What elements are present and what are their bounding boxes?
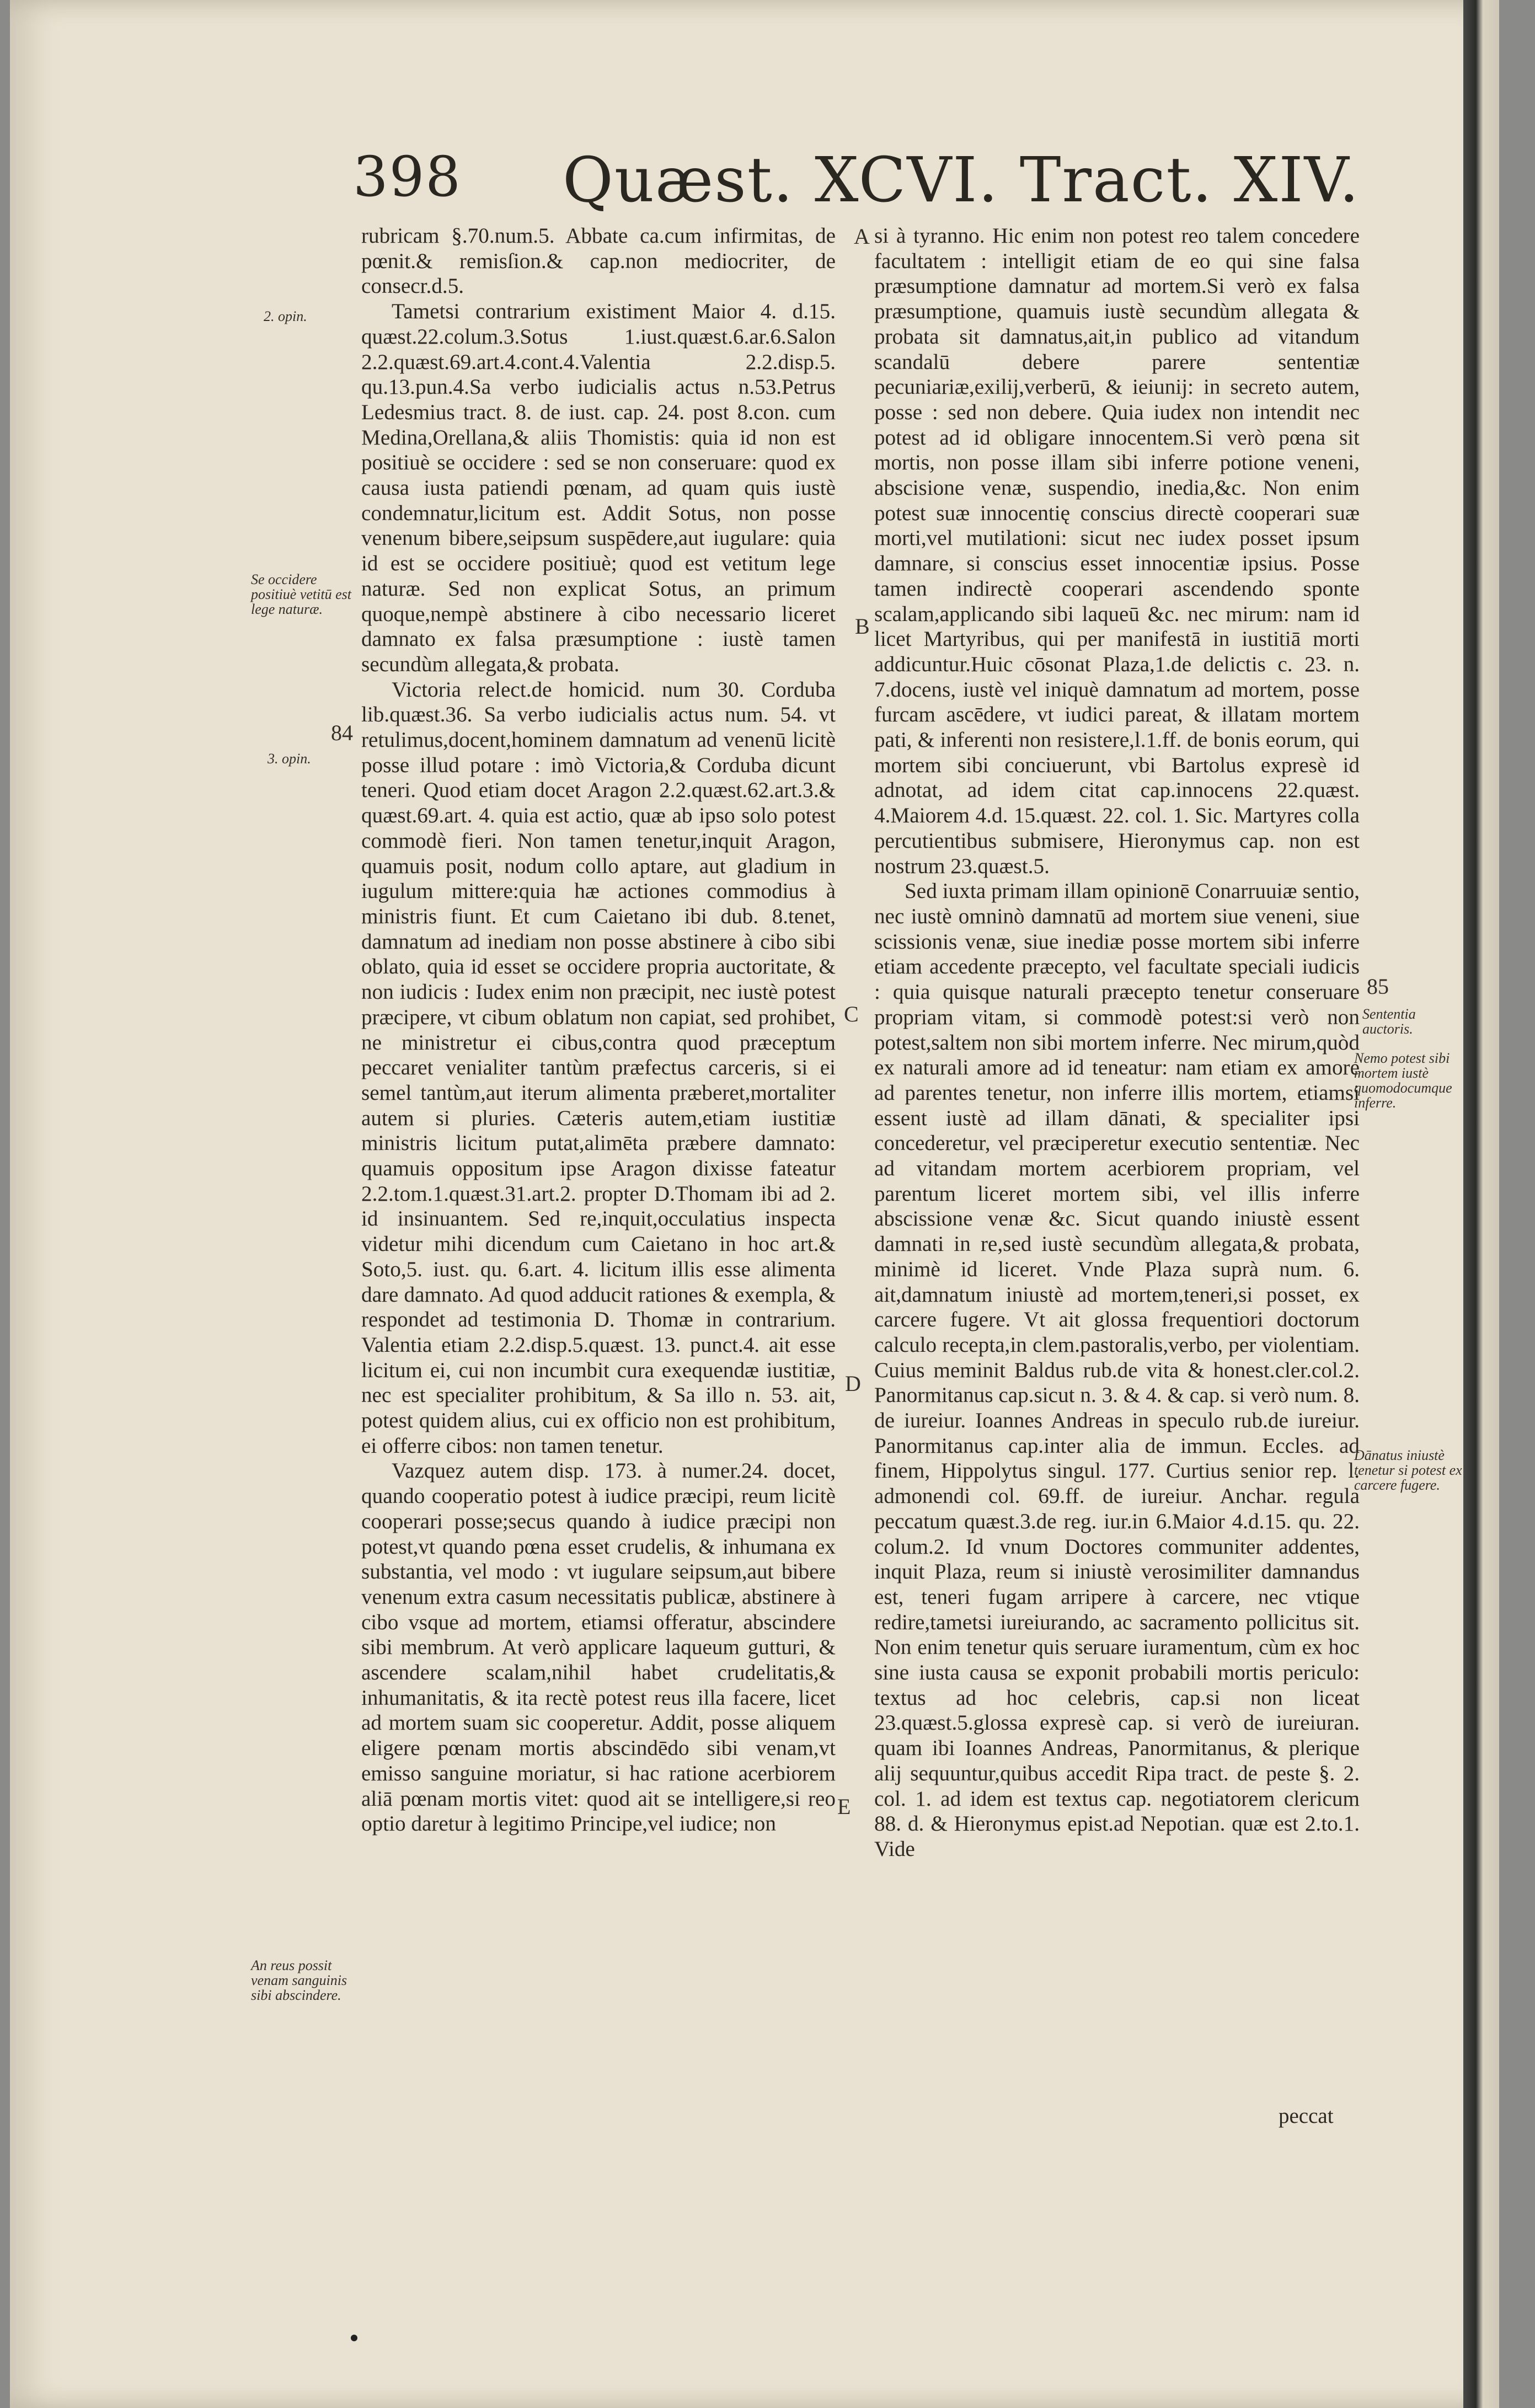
left-paragraph-1: rubricam §.70.num.5. Abbate ca.cum infirmitas, de pœnit.& remisſion.& cap.non mediocriter, de consecr.d.5. — [361, 224, 836, 298]
section-letter-d: D — [845, 1371, 861, 1396]
margin-note-sententia: Sententia auctoris. — [1362, 1006, 1416, 1037]
left-paragraph-4: Vazquez autem disp. 173. à numer.24. docet, quando cooperatio potest à iudice præcipi, reum licitè cooperari posse;secus quando à iudice præcipi non potest,vt quando pœna esset crudelis, & inhumana ex substantia, vel modo : vt iugulare seipsum,aut bibere venenum extra casum necessitatis publicæ, abstinere à cibo vsque ad mortem, etiamsi offeratur, abscindere sibi membrum. At verò applicare laqueum gutturi, & ascendere scalam,nihil habet crudelitatis,& inhumanitatis, & ita rectè potest reus illa facere, licet ad mortem suam sic cooperetur. Addit, posse aliquem eligere pœnam mortis abscindēdo sibi venam,vt emisso sanguine moriatur, si hac ratione acerbiorem aliā pœnam mortis vitet: quod ait se intelligere,si reo optio daretur à legitimo Principe,vel iudice; non — [361, 1459, 836, 1836]
section-letter-c: C — [844, 1002, 859, 1026]
page-header — [0, 145, 1535, 227]
margin-note-an-reus: An reus possit venam sanguinis sibi abscindere. — [251, 1957, 347, 2003]
catchword: peccat — [1279, 2104, 1334, 2128]
left-paragraph-3: Victoria relect.de homicid. num 30. Corduba lib.quæst.36. Sa verbo iudicialis actus num. 54. vt retulimus,docent,hominem damnatum ad venenū licitè posse illud potare : imò Victoria,& Corduba dicunt teneri. Quod etiam docet Aragon 2.2.quæst.62.art.3.& quæst.69.art. 4. quia est actio, quæ ab ipso solo potest commodè fieri. Non tamen tenetur,inquit Aragon, quamuis posit, nodum collo aptare, aut gladium in iugulum mittere:quia hæ actiones commodius à ministris fiunt. Et cum Caietano ibi dub. 8.tenet, damnatum ad inediam non posse abstinere à cibo sibi oblato, quia id esset se occidere propria auctoritate, & non iudicis : Iudex enim non præcipit, nec iustè potest præcipere, vt cibum oblatum non capiat, sed prohibet, ne ministretur ei cibus,contra quod præceptum peccaret venialiter tantùm præfectus carceris, si ei semel tantùm,aut iterum alimenta præberet,mortaliter autem si pluries. Cæteris autem,etiam iustitiæ ministris licitum putat,alimēta præbere damnato: quamuis oppositum ipse Aragon dixisse fateatur 2.2.tom.1.quæst.31.art.2. propter D.Thomam ibi ad 2. id insinuantem. Sed re,inquit,occulatius inspecta videtur mihi dicendum cum Caietano in hoc art.& Soto,5. iust. qu. 6.art. 4. licitum illis esse alimenta dare damnato. Ad quod adducit rationes & exempla, & respondet ad testimonia D. Thomæ in contrarium. Valentia etiam 2.2.disp.5.quæst. 13. punct.4. ait esse licitum ei, cui non incumbit cura exequendæ iustitiæ, nec est specialiter prohibitum, & Sa illo n. 53. ait, potest quidem alius, cui ex officio non est prohibitum, ei offerre cibos: non tamen tenetur. — [361, 677, 836, 1458]
page-number: 398 — [353, 145, 462, 209]
section-letter-a: A — [854, 224, 870, 249]
section-letter-b: B — [855, 614, 870, 639]
margin-number-85: 85 — [1367, 974, 1389, 999]
section-letter-e: E — [837, 1794, 851, 1819]
left-paragraph-2: Tametsi contrarium existiment Maior 4. d.15. quæst.22.colum.3.Sotus 1.iust.quæst.6.ar.6.Salon 2.2.quæst.69.art.4.cont.4.Valentia 2.2.disp.5. qu.13.pun.4.Sa verbo iudicialis actus n.53.Petrus Ledesmius tract. 8. de iust. cap. 24. post 8.con. cum Medina,Orellana,& aliis Thomistis: quia id non est positiuè se occidere : sed se non conseruare: quod ex causa iusta patiendi pœnam, ad quam quis iustè condemnatur,licitum est. Addit Sotus, non posse venenum bibere,seipsum suspēdere,aut iugulare: quia id est se occidere positiuè; quod est vetitum lege naturæ. Sed non explicat Sotus, an primum quoque,nempè abstinere à cibo necessario liceret damnato ex falsa præsumptione : iustè tamen secundùm allegata,& probata. — [361, 299, 836, 676]
margin-number-84: 84 — [331, 720, 353, 745]
margin-note-opin-3: 3. opin. — [268, 751, 311, 767]
margin-note-damnatus: Dānatus iniustè tenetur si potest ex carcere fugere. — [1354, 1447, 1462, 1493]
page-edge — [1463, 0, 1499, 2408]
ink-dot — [351, 2335, 357, 2341]
margin-note-se-occidere: Se occidere positiuè vetitū est lege naturæ. — [251, 571, 351, 617]
right-paragraph-1: si à tyranno. Hic enim non potest reo talem concedere facultatem : intelligit etiam de eo qui sine falsa præsumptione damnatur ad mortem.Si verò ex falsa præsumptione, quamuis iustè secundùm allegata & probata sit damnatus,ait,in publico ad vitandum scandalū debere parere sententiæ pecuniariæ,exilij,verberū, & ieiunij: in secreto autem, posse : sed non debere. Quia iudex non intendit nec potest ad id obligare innocentem.Si verò pœna sit mortis, non posse illam sibi inferre potione veneni, abscisione venæ, suspendio, inedia,&c. Non enim potest suæ innocentię conscius directè cooperari suæ morti,vel mutilationi: sicut nec iudex posset ipsum damnare, si conscius esset innocentiæ ipsius. Posse tamen indirectè cooperari ascendendo sponte scalam,applicando sibi laqueū &c. nec mirum: nam id licet Martyribus, qui per manifestā in iustitiā morti addicuntur.Huic cōsonat Plaza,1.de delictis c. 23. n. 7.docens, iustè vel iniquè damnatum ad mortem, posse furcam ascēdere, vt iudici pareat, & illatam mortem pati, & inferenti non resistere,l.1.ff. de bonis eorum, qui mortem sibi conciuerunt, vbi Bartolus expresè id adnotat, ad idem citat cap.innocens 22.quæst. 4.Maiorem 4.d. 15.quæst. 22. col. 1. Sic. Martyres colla percutientibus submisere, Hieronymus cap. non est nostrum 23.quæst.5. — [874, 224, 1360, 878]
right-paragraph-2: Sed iuxta primam illam opinionē Conarruuiæ sentio, nec iustè omninò damnatū ad mortem siue veneni, siue scissionis venæ, siue inediæ posse mortem sibi inferre etiam accedente præcepto, vel facultate speciali iudicis : quia quisque naturali præcepto tenetur conseruare propriam vitam, si commodè potest:si verò non potest,saltem non sibi mortem inferre. Nec mirum,quòd ex naturali amore ad id teneatur: nam etiam ex amore ad parentes tenetur, non inferre illis mortem, etiamsi essent iustè ad illam dānati, & specialiter ipsi concederetur, vel præciperetur executio sententiæ. Nec ad vitandam mortem acerbiorem propriam, vel parentum liceret mortem sibi, vel illis inferre abscissione venæ &c. Sicut quando iniustè essent damnati in re,sed iustè secundùm allegata,& probata, minimè id liceret. Vnde Plaza suprà num. 6. ait,damnatum iniustè ad mortem,teneri,si posset, ex carcere fugere. Vt ait glossa frequentiori doctorum calculo recepta,in clem.pastoralis,verbo, per violentiam. Cuius meminit Baldus rub.de vita & honest.cler.col.2. Panormitanus cap.sicut n. 3. & 4. & cap. si verò num. 8. de iureiur. Ioannes Andreas in speculo rub.de iureiur. Panormitanus cap.inter alia de immun. Eccles. ad finem, Hippolytus singul. 177. Curtius senior rep. l. admonendi col. 69.ff. de iureiur. Anchar. regula peccatum quæst.3.de reg. iur.in 6.Maior 4.d.15. qu. 22. colum.2. Id vnum Doctores communiter addentes, inquit Plaza, reum si iniustè verosimiliter damnandus est, teneri fugam arripere à carcere, nec vtique redire,tametsi iureiurando, ac sacramento pollicitus sit. Non enim tenetur quis seruare iuramentum, cùm ex hoc sine iusta causa se exponit probabili mortis periculo: textus ad hoc celebris, cap.si non liceat 23.quæst.5.glossa expresè cap. si verò de iureiuran. quam ibi Ioannes Andreas, Panormitanus, & plerique alij sequuntur,quibus accedit Ripa tract. de peste §. 2. col. 1. ad idem est textus cap. negotiatorem clericum 88. d. & Hieronymus epist.ad Nepotian. quæ est 2.to.1. Vide — [874, 879, 1360, 1861]
left-text-column — [361, 223, 836, 1837]
right-text-column — [874, 223, 1360, 1862]
margin-note-opin-2: 2. opin. — [264, 308, 307, 324]
margin-note-nemo-potest: Nemo potest sibi mortem iustè quomodocumque inferre. — [1354, 1050, 1452, 1111]
running-head: Quæst. XCVI. Tract. XIV. — [563, 145, 1360, 216]
